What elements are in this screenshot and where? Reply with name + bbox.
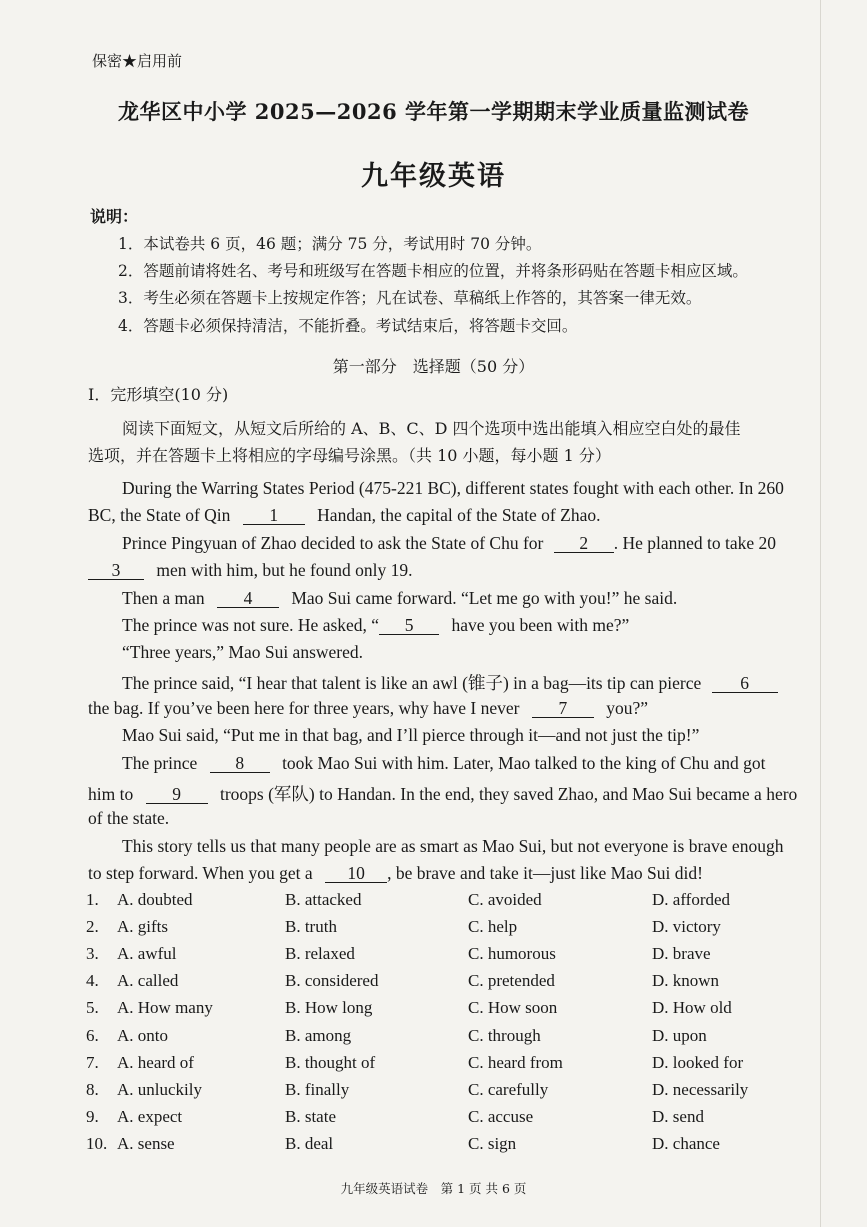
option-c: C. carefully: [468, 1080, 549, 1099]
passage-text: , be brave and take it—just like Mao Sui did!: [387, 863, 703, 883]
option-num: 7.: [86, 1053, 99, 1072]
passage-text: you?”: [606, 698, 649, 718]
note-1: 1．本试卷共 6 页，46 题；满分 75 分，考试用时 70 分钟。: [118, 235, 542, 253]
notes-label: 说明：: [90, 207, 139, 226]
blank-4: 4: [217, 589, 279, 608]
option-c: C. sign: [468, 1134, 517, 1153]
option-b: B. How long: [285, 998, 373, 1017]
option-d: D. upon: [652, 1026, 707, 1045]
section-title: I．完形填空(10 分): [88, 385, 229, 404]
option-d: D. send: [652, 1107, 704, 1126]
option-num: 2.: [86, 917, 99, 936]
passage-line: [122, 615, 629, 636]
option-a: A. called: [117, 971, 179, 990]
blank-1: 1: [243, 506, 305, 525]
passage-text: troops (军队) to Handan. In the end, they saved Zhao, and Mao Sui became a hero: [219, 784, 798, 804]
passage-text: men with him, but he found only 19.: [156, 560, 413, 580]
passage-line: [122, 670, 778, 695]
option-d: D. afforded: [652, 890, 731, 909]
option-num: 9.: [86, 1107, 99, 1126]
page-footer: 九年级英语试卷 第 1 页 共 6 页: [340, 1181, 527, 1196]
passage-text: The prince: [122, 753, 198, 773]
option-a: A. expect: [117, 1107, 183, 1126]
option-b: B. truth: [285, 917, 337, 936]
passage-line: [88, 863, 703, 884]
exam-subtitle: 九年级英语: [361, 161, 506, 192]
passage-line: of the state.: [88, 808, 170, 828]
option-a: A. gifts: [117, 917, 168, 936]
option-c: C. pretended: [468, 971, 555, 990]
option-b: B. thought of: [285, 1053, 376, 1072]
passage-text: him to: [88, 784, 134, 804]
option-b: B. relaxed: [285, 944, 355, 963]
option-d: D. chance: [652, 1134, 720, 1153]
option-d: D. brave: [652, 944, 711, 963]
passage-line: Mao Sui said, “Put me in that bag, and I’ll pierce through it—and not just the tip!”: [122, 725, 700, 745]
passage-text: Then a man: [122, 588, 205, 608]
blank-2: 2: [554, 534, 614, 553]
blank-9: 9: [146, 785, 208, 804]
option-b: B. among: [285, 1026, 352, 1045]
option-c: C. How soon: [468, 998, 558, 1017]
passage-line: [88, 781, 797, 806]
passage-text: . He planned to take 20: [613, 533, 777, 553]
option-c: C. through: [468, 1026, 541, 1045]
option-b: B. state: [285, 1107, 336, 1126]
passage-line: [88, 505, 600, 526]
blank-3: 3: [88, 561, 144, 580]
option-d: D. known: [652, 971, 720, 990]
option-num: 5.: [86, 998, 99, 1017]
passage-text: to step forward. When you get a: [88, 863, 313, 883]
note-3: 3．考生必须在答题卡上按规定作答；凡在试卷、草稿纸上作答的，其答案一律无效。: [118, 289, 702, 307]
blank-5: 5: [379, 616, 439, 635]
option-d: D. How old: [652, 998, 732, 1017]
part-title: 第一部分 选择题（50 分）: [332, 357, 535, 376]
option-b: B. deal: [285, 1134, 334, 1153]
option-a: A. heard of: [117, 1053, 194, 1072]
note-4: 4．答题卡必须保持清洁，不能折叠。考试结束后，将答题卡交回。: [118, 317, 578, 335]
passage-line: “Three years,” Mao Sui answered.: [122, 642, 364, 662]
option-a: A. awful: [117, 944, 177, 963]
passage-text: Mao Sui came forward. “Let me go with you!” he said.: [291, 588, 678, 608]
blank-7: 7: [532, 699, 594, 718]
option-d: D. necessarily: [652, 1080, 749, 1099]
option-b: B. finally: [285, 1080, 350, 1099]
option-c: C. help: [468, 917, 518, 936]
blank-10: 10: [325, 864, 387, 883]
passage-text: BC, the State of Qin: [88, 505, 231, 525]
option-d: D. victory: [652, 917, 721, 936]
option-a: A. How many: [117, 998, 213, 1017]
option-num: 8.: [86, 1080, 99, 1099]
option-c: C. humorous: [468, 944, 556, 963]
blank-6: 6: [712, 674, 778, 693]
passage-line: [122, 533, 776, 554]
instruction-line-2: 选项，并在答题卡上将相应的字母编号涂黑。（共 10 小题，每小题 1 分）: [88, 446, 611, 465]
passage-text: the bag. If you’ve been here for three years, why have I never: [88, 698, 520, 718]
instruction-line-1: 阅读下面短文，从短文后所给的 A、B、C、D 四个选项中选出能填入相应空白处的最佳: [122, 419, 741, 438]
passage-text: The prince said, “I hear that talent is like an awl (锥子) in a bag—its tip can pierce: [122, 673, 702, 693]
passage-line: [88, 560, 413, 581]
option-num: 1.: [86, 890, 99, 909]
passage-line: This story tells us that many people are as smart as Mao Sui, but not everyone is brave enough: [122, 836, 784, 856]
option-a: A. unluckily: [117, 1080, 202, 1099]
option-num: 10.: [86, 1134, 108, 1153]
option-c: C. accuse: [468, 1107, 534, 1126]
option-a: A. doubted: [117, 890, 193, 909]
passage-text: took Mao Sui with him. Later, Mao talked to the king of Chu and got: [282, 753, 766, 773]
option-c: C. avoided: [468, 890, 542, 909]
passage-line: [122, 588, 677, 609]
option-b: B. considered: [285, 971, 379, 990]
confidential-mark: 保密★启用前: [92, 52, 183, 70]
passage-line: [122, 753, 765, 774]
passage-text: Prince Pingyuan of Zhao decided to ask the State of Chu for: [122, 533, 544, 553]
exam-title: 龙华区中小学 2025—2026 学年第一学期期末学业质量监测试卷: [117, 99, 749, 124]
passage-text: Handan, the capital of the State of Zhao.: [317, 505, 601, 525]
passage-text: have you been with me?”: [451, 615, 630, 635]
option-num: 4.: [86, 971, 99, 990]
blank-8: 8: [210, 754, 270, 773]
option-num: 6.: [86, 1026, 99, 1045]
passage-text: The prince was not sure. He asked, “: [122, 615, 380, 635]
option-d: D. looked for: [652, 1053, 744, 1072]
option-a: A. sense: [117, 1134, 175, 1153]
passage-line: [88, 698, 648, 719]
passage-line: During the Warring States Period (475-221 BC), different states fought with each other. In 260: [122, 478, 784, 498]
option-c: C. heard from: [468, 1053, 563, 1072]
option-b: B. attacked: [285, 890, 362, 909]
note-2: 2．答题前请将姓名、考号和班级写在答题卡相应的位置，并将条形码贴在答题卡相应区域。: [118, 262, 748, 280]
option-num: 3.: [86, 944, 99, 963]
option-a: A. onto: [117, 1026, 168, 1045]
